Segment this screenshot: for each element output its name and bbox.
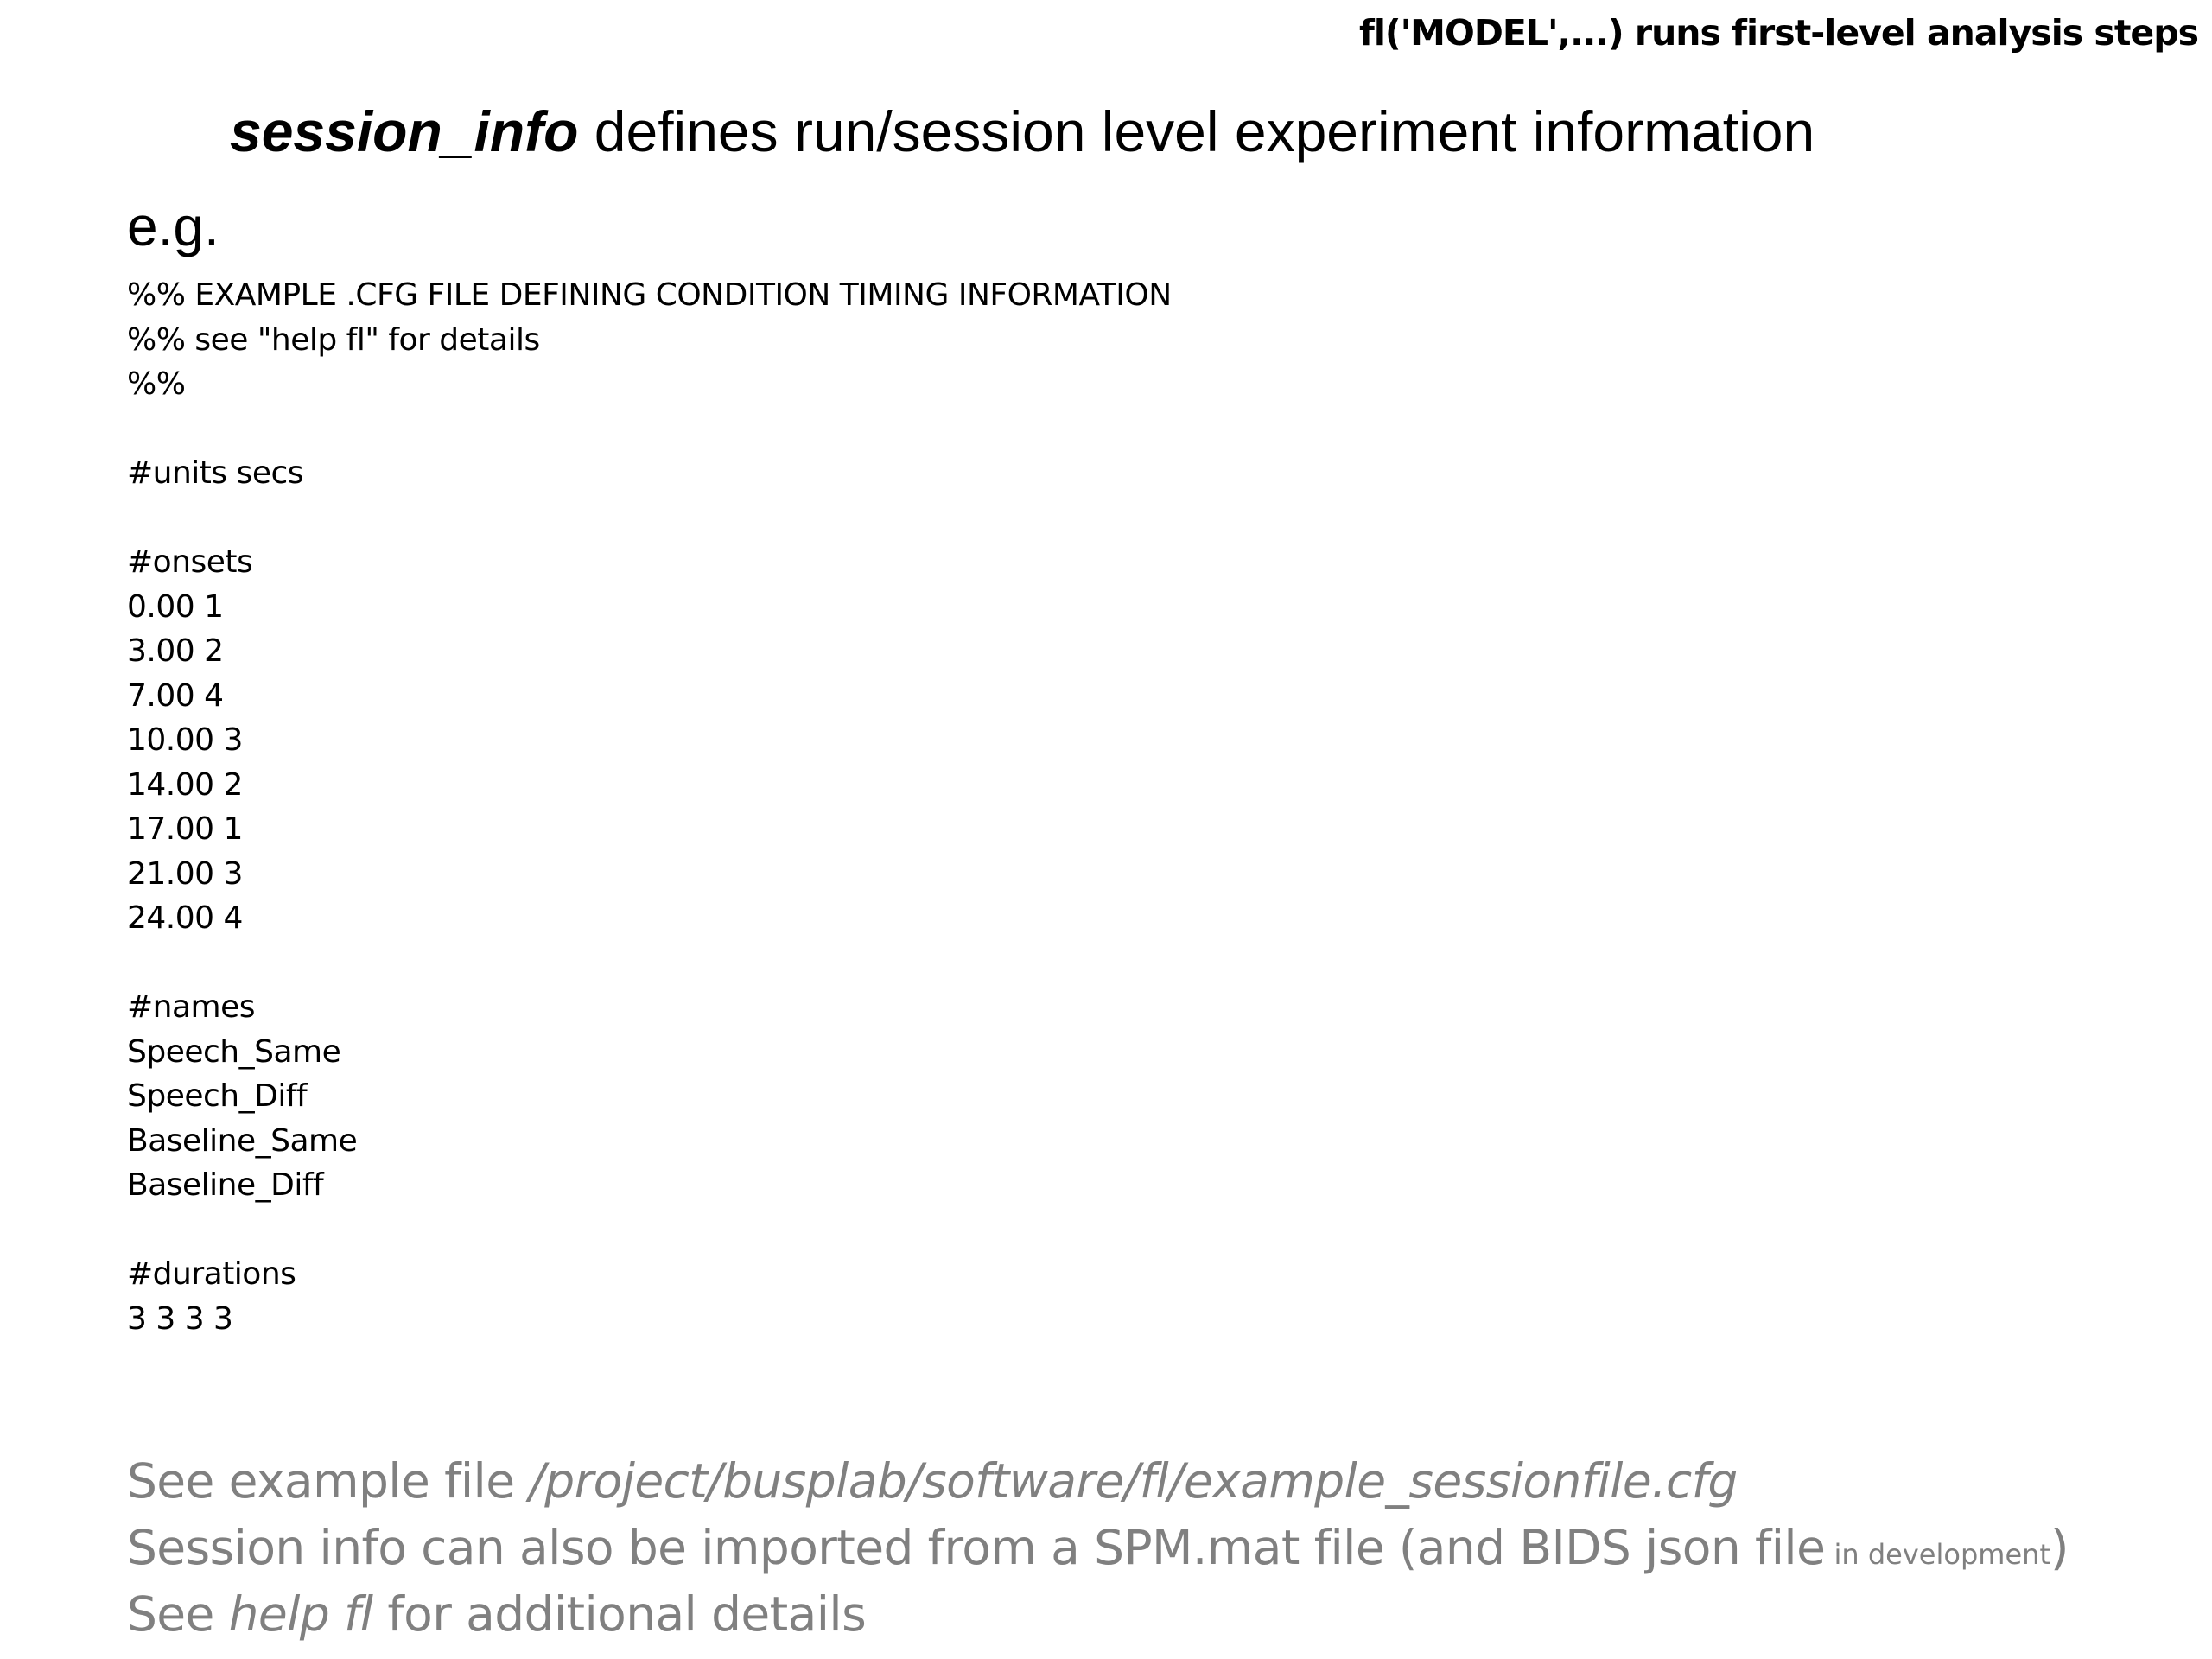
config-line: #names xyxy=(127,989,256,1025)
config-listing xyxy=(127,273,1172,1341)
config-line: Speech_Same xyxy=(127,1033,341,1070)
config-line: Baseline_Diff xyxy=(127,1167,324,1203)
note-example-file xyxy=(127,1448,2069,1515)
config-line xyxy=(127,941,1172,986)
config-line xyxy=(127,407,1172,452)
config-line: Speech_Diff xyxy=(127,1078,308,1114)
config-line: 24.00 4 xyxy=(127,900,243,936)
config-line: 10.00 3 xyxy=(127,722,243,758)
config-line: 21.00 3 xyxy=(127,855,243,892)
note-example-prefix: See example file xyxy=(127,1453,530,1509)
config-line: 7.00 4 xyxy=(127,677,224,714)
note-help xyxy=(127,1581,2069,1648)
config-line: #onsets xyxy=(127,544,253,580)
note-import-text: Session info can also be imported from a SPM.mat file (and BIDS json file xyxy=(127,1520,1826,1575)
example-file-path: /project/busplab/software/fl/example_sessionfile.cfg xyxy=(529,1453,1738,1509)
config-line xyxy=(127,1208,1172,1253)
note-import-close: ) xyxy=(2050,1520,2069,1575)
config-line: 14.00 2 xyxy=(127,766,243,803)
note-help-suffix: for additional details xyxy=(372,1586,867,1642)
config-line: 0.00 1 xyxy=(127,588,224,625)
config-line: #durations xyxy=(127,1256,296,1292)
headline xyxy=(230,99,1815,164)
example-label: e.g. xyxy=(127,195,219,257)
help-command: help fl xyxy=(228,1586,373,1642)
config-line: 3 3 3 3 xyxy=(127,1300,233,1337)
config-line: #units secs xyxy=(127,455,304,491)
headline-description: defines run/session level experiment information xyxy=(578,99,1815,163)
note-help-prefix: See xyxy=(127,1586,229,1642)
corner-title: fl('MODEL',...) runs first-level analysis steps xyxy=(1359,12,2198,54)
config-line: 17.00 1 xyxy=(127,811,243,847)
config-line: %% EXAMPLE .CFG FILE DEFINING CONDITION TIMING INFORMATION xyxy=(127,277,1172,313)
notes xyxy=(127,1448,2069,1648)
config-line: Baseline_Same xyxy=(127,1122,358,1159)
config-line: 3.00 2 xyxy=(127,633,224,669)
note-import xyxy=(127,1515,2069,1581)
in-development-label: in development xyxy=(1825,1538,2050,1571)
config-line: %% xyxy=(127,366,186,402)
headline-term: session_info xyxy=(230,99,579,163)
config-line: %% see "help fl" for details xyxy=(127,321,540,358)
config-line xyxy=(127,496,1172,541)
